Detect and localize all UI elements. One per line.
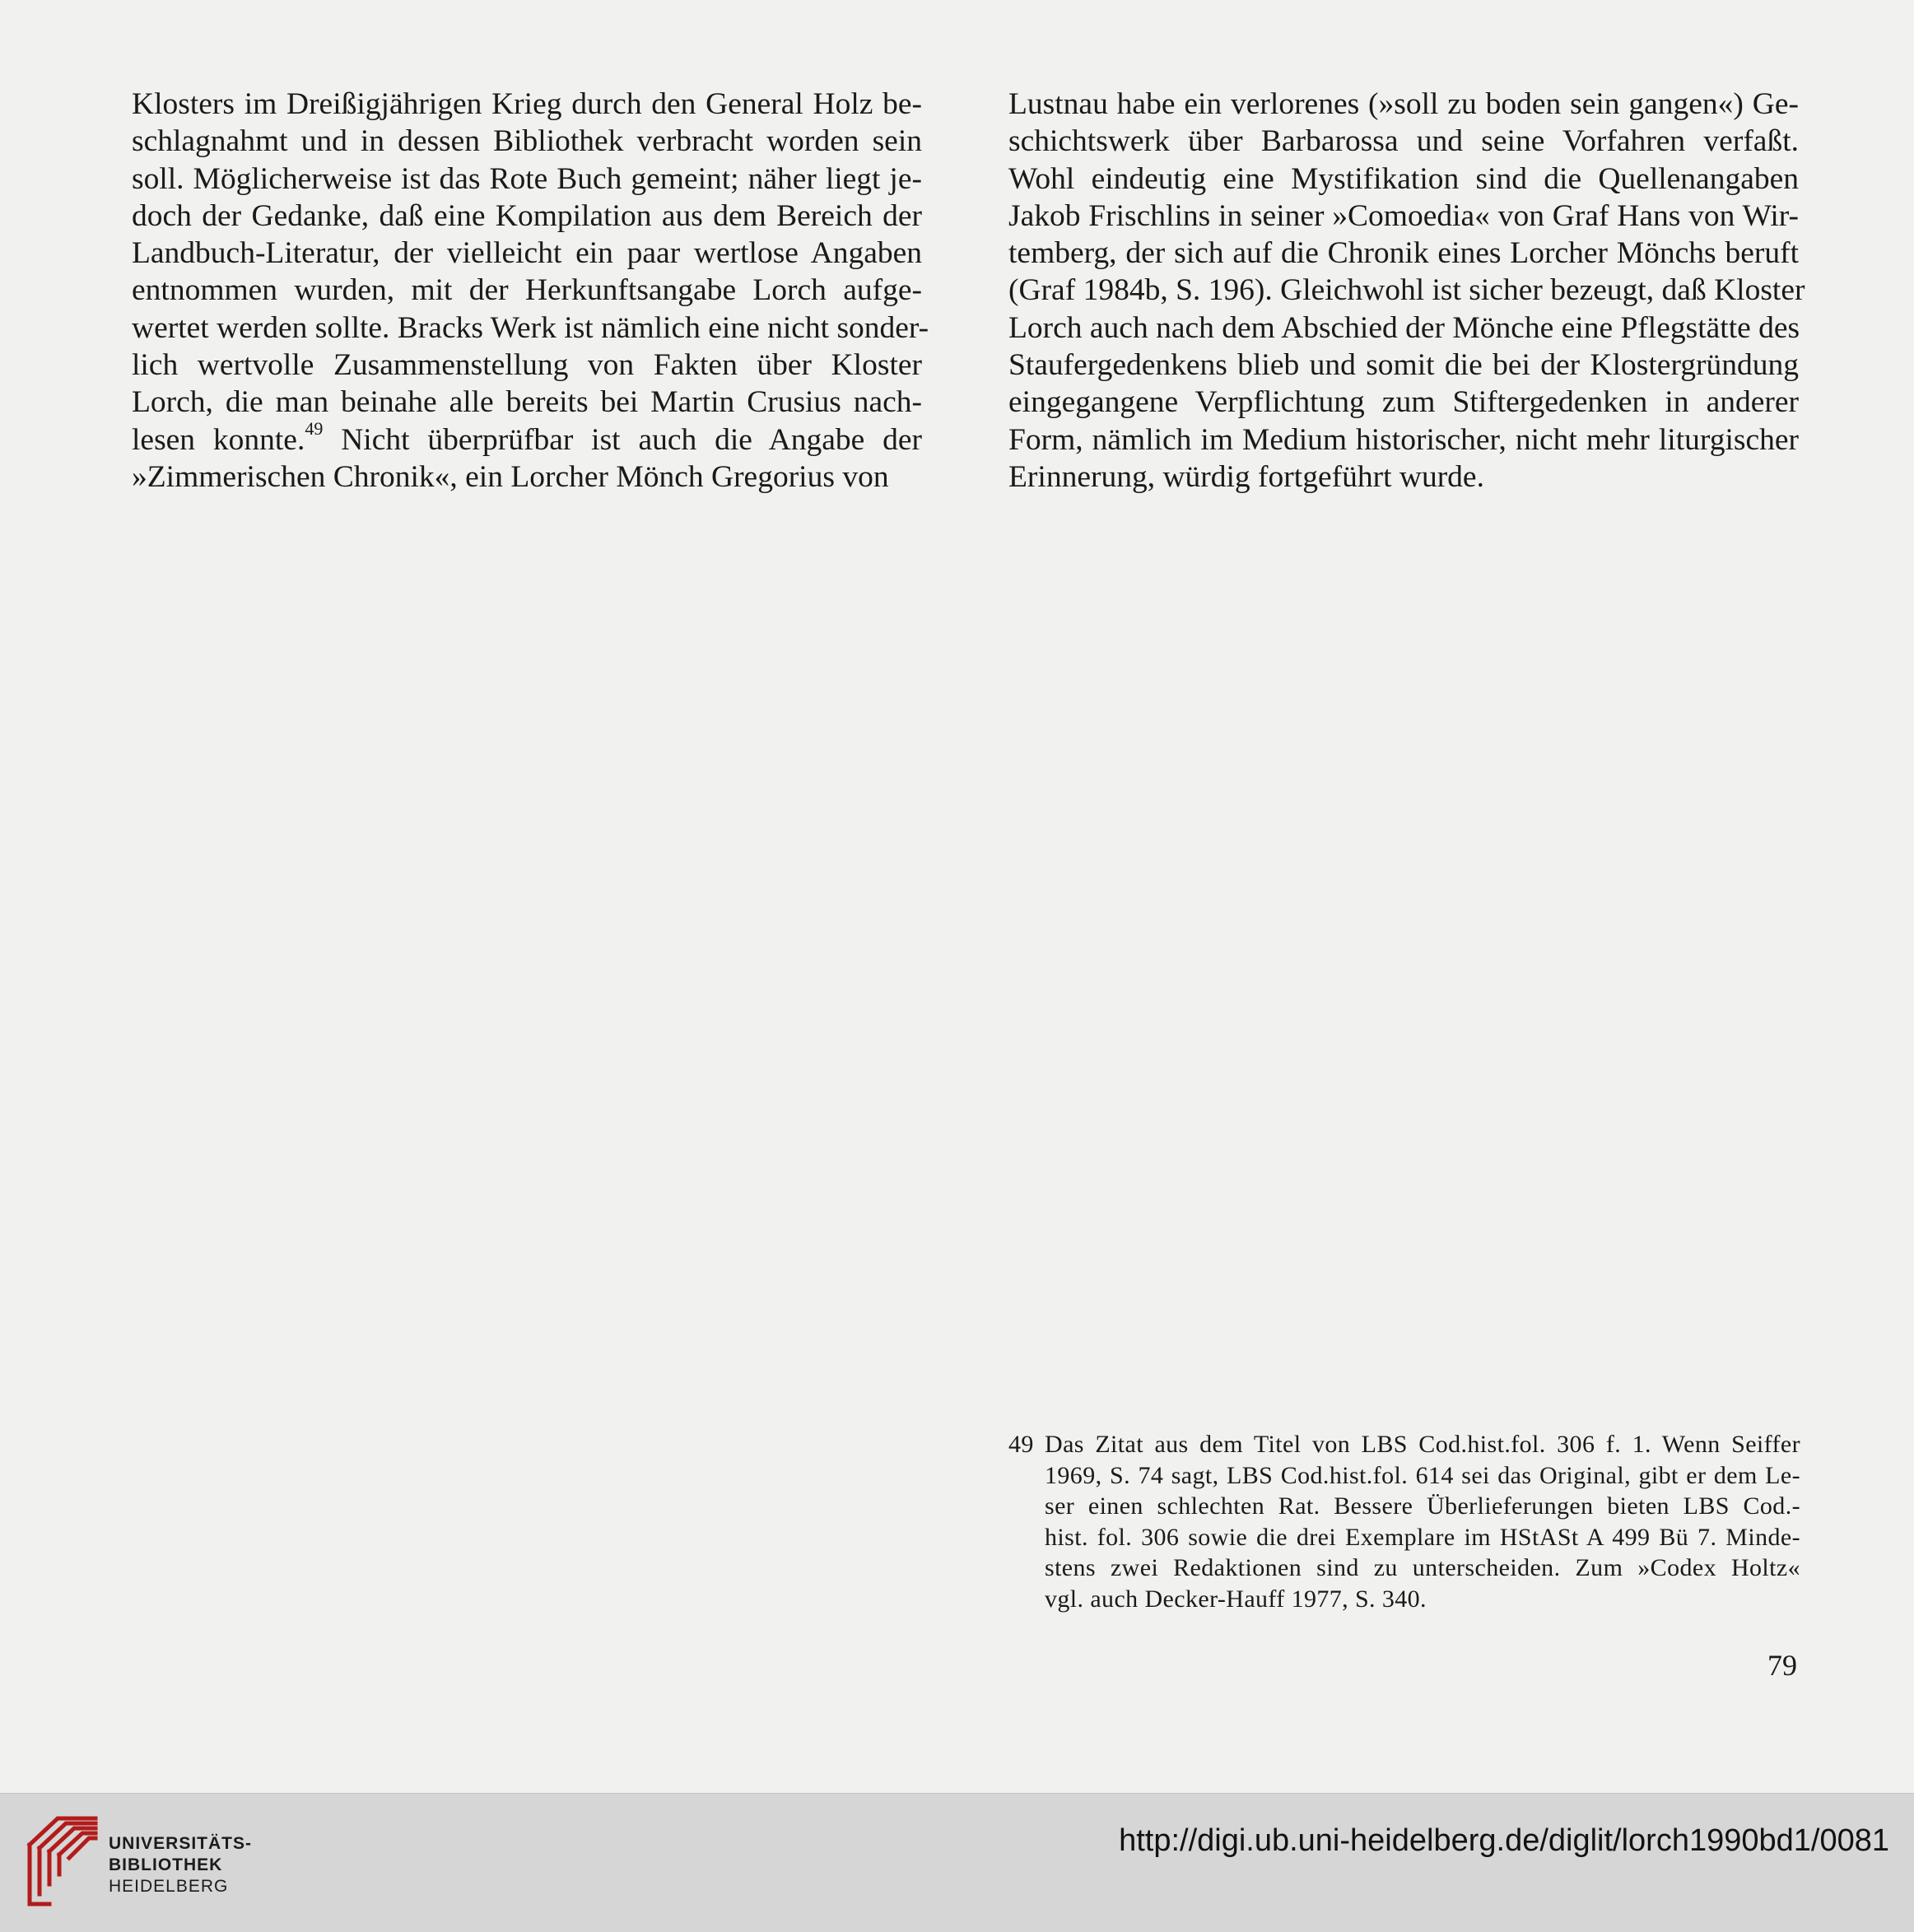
library-logo-text (109, 1833, 252, 1897)
logo-line: BIBLIOTHEK (109, 1855, 223, 1874)
footnote-line: Das Zitat aus dem Titel von LBS Cod.hist.fol. 306 f. 1. Wenn Seiffer (1045, 1431, 1800, 1458)
footnote-reference[interactable]: 49 (305, 418, 324, 440)
text-line: Wohl eindeutig eine Mystifikation sind die Quellenangaben (1008, 161, 1799, 196)
text-segment: Nicht überprüfbar ist auch die Angabe der (341, 422, 922, 457)
text-line-with-footnote-ref (132, 418, 922, 459)
text-line: schlagnahmt und in dessen Bibliothek verbracht worden sein (132, 124, 922, 159)
library-logo-icon (20, 1812, 102, 1911)
footnote-number: 49 (1008, 1431, 1034, 1458)
text-line: entnommen wurden, mit der Herkunftsangabe Lorch aufge- (132, 273, 922, 308)
text-line: Lorch auch nach dem Abschied der Mönche eine Pflegstätte des (1008, 310, 1800, 345)
text-segment: lesen konnte. (132, 422, 305, 457)
footnote-line: vgl. auch Decker-Hauff 1977, S. 340. (1045, 1585, 1427, 1613)
text-line: Staufergedenkens blieb und somit die bei der Klostergründung (1008, 348, 1799, 383)
text-line: eingegangene Verpflichtung zum Stiftergedenken in anderer (1008, 385, 1799, 420)
footnote-line: 1969, S. 74 sagt, LBS Cod.hist.fol. 614 sei das Original, gibt er dem Le- (1045, 1461, 1800, 1489)
text-line: (Graf 1984b, S. 196). Gleichwohl ist sicher bezeugt, daß Kloster (1008, 273, 1805, 308)
logo-line: UNIVERSITÄTS- (109, 1834, 253, 1853)
footnote-line: stens zwei Redaktionen sind zu unterscheiden. Zum »Codex Holtz« (1045, 1554, 1800, 1581)
text-line: »Zimmerischen Chronik«, ein Lorcher Mönch Gregorius von (132, 459, 889, 494)
footnote-text (1045, 1429, 1800, 1614)
page-number: 79 (1767, 1649, 1797, 1682)
text-line: Lorch, die man beinahe alle bereits bei Martin Crusius nach- (132, 385, 922, 420)
text-line: doch der Gedanke, daß eine Kompilation aus dem Bereich der (132, 198, 922, 233)
text-line: Klosters im Dreißigjährigen Krieg durch den General Holz be- (132, 87, 922, 121)
logo-line: HEIDELBERG (109, 1877, 229, 1896)
footnote-line: hist. fol. 306 sowie die drei Exemplare im HStASt A 499 Bü 7. Minde- (1045, 1523, 1800, 1551)
right-text-column (1008, 86, 1805, 496)
text-line: Landbuch-Literatur, der vielleicht ein paar wertlose Angaben (132, 236, 922, 271)
text-line: lich wertvolle Zusammenstellung von Fakten über Kloster (132, 348, 922, 383)
text-line: soll. Möglicherweise ist das Rote Buch gemeint; näher liegt je- (132, 161, 922, 196)
source-url-link[interactable]: http://digi.ub.uni-heidelberg.de/diglit/lorch1990bd1/0081 (1119, 1823, 1889, 1858)
text-line: Lustnau habe ein verlorenes (»soll zu boden sein gangen«) Ge- (1008, 87, 1799, 121)
text-line: Erinnerung, würdig fortgeführt wurde. (1008, 459, 1484, 494)
text-line: wertet werden sollte. Bracks Werk ist nämlich eine nicht sonder- (132, 310, 929, 345)
library-footer-bar (0, 1793, 1914, 1932)
text-line: schichtswerk über Barbarossa und seine Vorfahren verfaßt. (1008, 124, 1799, 159)
footnote-line: ser einen schlechten Rat. Bessere Überlieferungen bieten LBS Cod.- (1045, 1492, 1800, 1520)
left-text-column (132, 86, 929, 496)
text-line: Form, nämlich im Medium historischer, nicht mehr liturgischer (1008, 422, 1799, 457)
text-line: temberg, der sich auf die Chronik eines Lorcher Mönchs beruft (1008, 236, 1799, 271)
text-line: Jakob Frischlins in seiner »Comoedia« von Graf Hans von Wir- (1008, 198, 1799, 233)
